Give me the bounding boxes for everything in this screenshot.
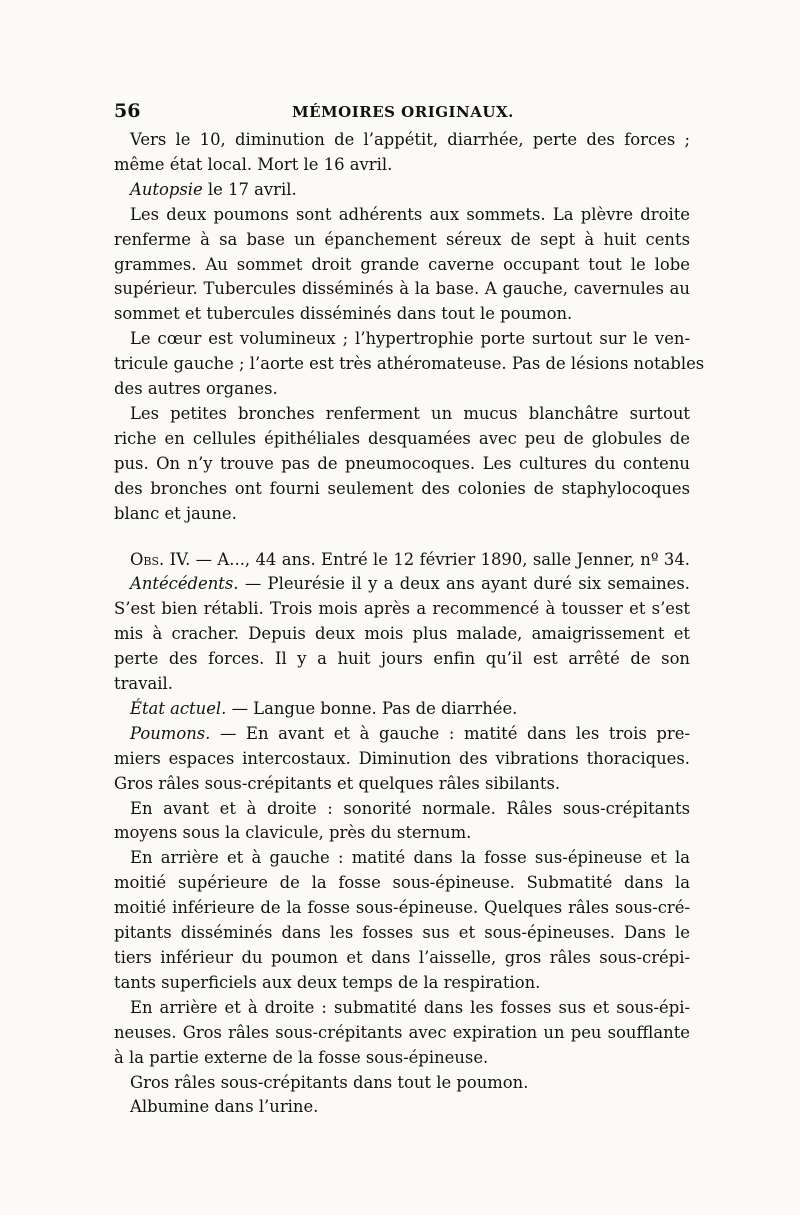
text-line: neuses. Gros râles sous-crépitants avec expiration un peu soufflante xyxy=(114,1022,690,1042)
text-line: En arrière et à droite : submatité dans les fosses sus et sous-épi- xyxy=(130,997,690,1017)
text-line: mis à cracher. Depuis deux mois plus malade, amaigrissement et xyxy=(114,624,690,644)
text-run: le 17 avril. xyxy=(202,179,297,199)
text-line: Albumine dans l’urine. xyxy=(130,1097,319,1117)
text-line: S’est bien rétabli. Trois mois après a recommencé à tousser et s’est xyxy=(114,599,690,619)
text-line: des bronches ont fourni seulement des colonies de staphylocoques xyxy=(114,478,690,498)
text-line: des autres organes. xyxy=(114,379,278,399)
text-line: perte des forces. Il y a huit jours enfin qu’il est arrêté de son xyxy=(114,649,690,669)
text-line: pus. On n’y trouve pas de pneumocoques. Les cultures du contenu xyxy=(114,453,690,473)
text-line xyxy=(114,722,690,747)
text-line: Les deux poumons sont adhérents aux sommets. La plèvre droite xyxy=(130,204,690,224)
text-line: tiers inférieur du poumon et dans l’aisselle, gros râles sous-crépi- xyxy=(114,948,690,967)
page-number: 56 xyxy=(114,100,141,122)
text-run: — Langue bonne. Pas de diarrhée. xyxy=(226,698,518,718)
text-line: moitié inférieure de la fosse sous-épineuse. Quelques râles sous-cré- xyxy=(114,898,690,918)
etat-actuel-heading: État actuel. xyxy=(130,698,227,718)
text-line: pitants disséminés dans les fosses sus et sous-épineuses. Dans le xyxy=(114,923,690,943)
body-text xyxy=(114,128,705,1120)
text-line: sommet et tubercules disséminés dans tout le poumon. xyxy=(114,304,573,324)
text-line: supérieur. Tubercules disséminés à la base. A gauche, cavernules au xyxy=(114,279,690,299)
text-run: IV. — A..., 44 ans. Entré le 12 février 1890, salle Jenner, nº 34. xyxy=(164,549,690,569)
text-line xyxy=(114,178,690,203)
page-header xyxy=(114,100,704,124)
text-line: même état local. Mort le 16 avril. xyxy=(114,154,393,174)
text-line: blanc et jaune. xyxy=(114,503,237,523)
text-line: En arrière et à gauche : matité dans la fosse sus-épineuse et la xyxy=(130,848,690,868)
paragraph-gap xyxy=(114,527,690,548)
autopsie-heading: Autopsie xyxy=(130,179,203,199)
text-run: — Pleurésie il y a deux ans ayant duré six semaines. xyxy=(238,574,690,594)
obs-label: Obs. xyxy=(130,549,165,569)
text-line: tants superficiels aux deux temps de la respiration. xyxy=(114,972,541,992)
poumons-heading: Poumons. xyxy=(130,723,211,743)
text-line: à la partie externe de la fosse sous-épineuse. xyxy=(114,1047,489,1067)
text-line: Gros râles sous-crépitants dans tout le poumon. xyxy=(130,1072,529,1092)
text-line: miers espaces intercostaux. Diminution des vibrations thoraciques. xyxy=(114,748,690,768)
text-line xyxy=(114,697,690,722)
text-line: travail. xyxy=(114,674,173,694)
text-line xyxy=(114,572,690,597)
text-line: riche en cellules épithéliales desquamées avec peu de globules de xyxy=(114,428,690,448)
text-line: moitié supérieure de la fosse sous-épineuse. Submatité dans la xyxy=(114,873,690,893)
text-line: renferme à sa base un épanchement séreux de sept à huit cents xyxy=(114,229,690,249)
antecedents-heading: Antécédents. xyxy=(130,574,239,594)
text-run: — En avant et à gauche : matité dans les trois pre- xyxy=(210,723,690,743)
text-line: En avant et à droite : sonorité normale. Râles sous-crépitants xyxy=(130,798,690,818)
text-line: Gros râles sous-crépitants et quelques râles sibilants. xyxy=(114,773,561,793)
text-line: Vers le 10, diminution de l’appétit, diarrhée, perte des forces ; xyxy=(130,130,690,149)
text-line: tricule gauche ; l’aorte est très athéromateuse. Pas de lésions notables xyxy=(114,354,705,374)
text-line: Les petites bronches renferment un mucus blanchâtre surtout xyxy=(130,403,690,423)
text-line: moyens sous la clavicule, près du sternum. xyxy=(114,823,472,843)
text-line: grammes. Au sommet droit grande caverne occupant tout le lobe xyxy=(114,254,690,274)
running-title: MÉMOIRES ORIGINAUX. xyxy=(292,103,514,121)
observation-heading xyxy=(114,548,690,573)
text-line: Le cœur est volumineux ; l’hypertrophie porte surtout sur le ven- xyxy=(130,329,690,349)
